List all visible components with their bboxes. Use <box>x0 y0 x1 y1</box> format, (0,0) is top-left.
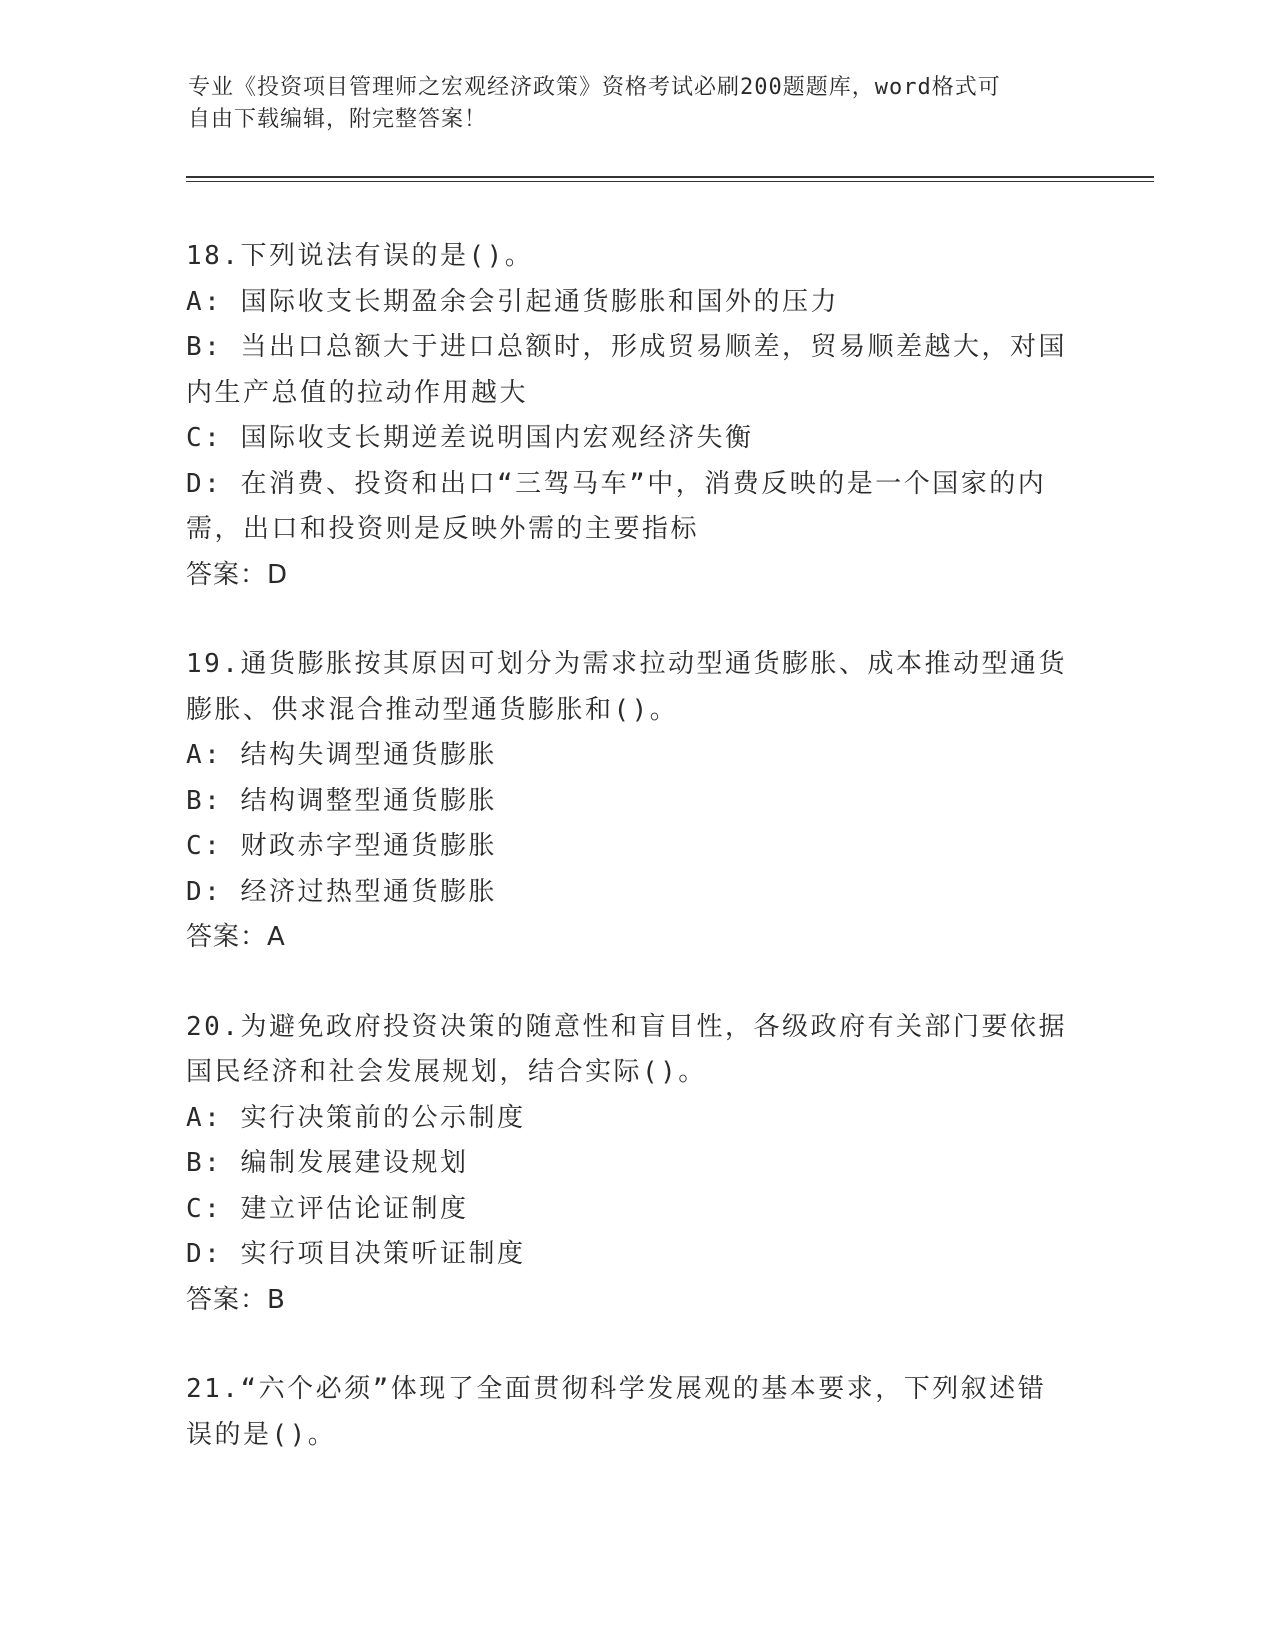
question-21 <box>186 1367 1086 1458</box>
question-stem: 20.为避免政府投资决策的随意性和盲目性，各级政府有关部门要依据 <box>186 1011 1067 1042</box>
header-divider-thin <box>186 181 1154 182</box>
question-stem: 18.下列说法有误的是()。 <box>186 241 534 271</box>
option-b: B: 编制发展建设规划 <box>186 1148 469 1178</box>
option-d-continued: 需，出口和投资则是反映外需的主要指标 <box>186 514 700 544</box>
option-a: A: 结构失调型通货膨胀 <box>186 740 497 770</box>
answer-line: 答案：B <box>186 1284 286 1315</box>
question-19 <box>186 642 1086 961</box>
option-c: C: 国际收支长期逆差说明国内宏观经济失衡 <box>186 423 754 453</box>
answer-line: 答案：D <box>186 559 289 590</box>
option-a: A: 国际收支长期盈余会引起通货膨胀和国外的压力 <box>186 286 839 317</box>
option-d: D: 经济过热型通货膨胀 <box>186 876 497 907</box>
document-header <box>188 72 1068 136</box>
question-stem: 21.“六个必须”体现了全面贯彻科学发展观的基本要求，下列叙述错 <box>186 1374 1047 1404</box>
question-list <box>186 234 1086 1458</box>
question-stem-continued: 误的是()。 <box>186 1419 337 1450</box>
option-b: B: 结构调整型通货膨胀 <box>186 785 497 816</box>
option-d: D: 实行项目决策听证制度 <box>186 1239 526 1269</box>
question-18 <box>186 234 1086 598</box>
option-b: B: 当出口总额大于进口总额时，形成贸易顺差，贸易顺差越大，对国 <box>186 332 1067 362</box>
question-stem-continued: 膨胀、供求混合推动型通货膨胀和()。 <box>186 694 679 725</box>
header-divider-thick <box>186 176 1154 178</box>
option-b-continued: 内生产总值的拉动作用越大 <box>186 377 529 408</box>
header-line-1: 专业《投资项目管理师之宏观经济政策》资格考试必刷200题题库，word格式可 <box>188 75 1001 100</box>
answer-line: 答案：A <box>186 922 286 952</box>
option-c: C: 建立评估论证制度 <box>186 1193 469 1224</box>
option-c: C: 财政赤字型通货膨胀 <box>186 831 497 861</box>
question-stem: 19.通货膨胀按其原因可划分为需求拉动型通货膨胀、成本推动型通货 <box>186 649 1067 679</box>
header-line-2: 自由下载编辑，附完整答案！ <box>188 107 488 132</box>
option-d: D: 在消费、投资和出口“三驾马车”中，消费反映的是一个国家的内 <box>186 468 1047 499</box>
question-20 <box>186 1005 1086 1324</box>
question-stem-continued: 国民经济和社会发展规划，结合实际()。 <box>186 1057 707 1087</box>
option-a: A: 实行决策前的公示制度 <box>186 1102 526 1133</box>
